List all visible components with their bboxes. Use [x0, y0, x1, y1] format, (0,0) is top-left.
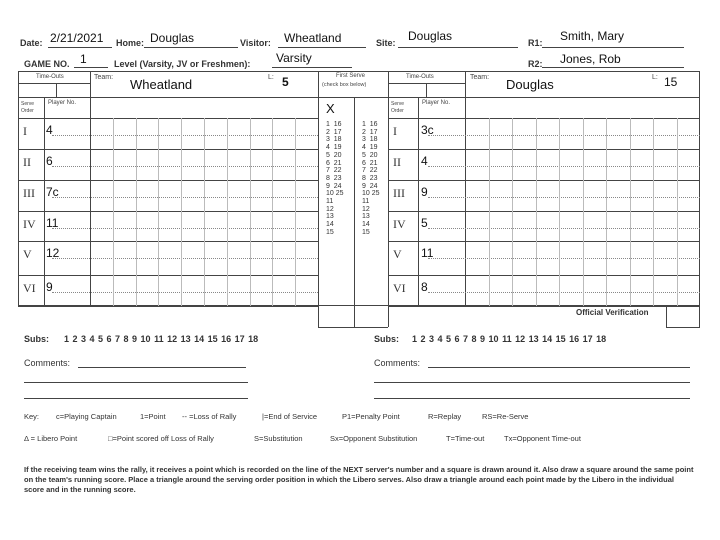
- left-serve-order-header: Serve Order: [21, 101, 35, 114]
- left-comments-line-3[interactable]: [24, 398, 248, 399]
- left-timeouts-label: Time-Outs: [36, 74, 64, 80]
- site-label: Site:: [376, 38, 396, 48]
- visitor-label: Visitor:: [240, 38, 271, 48]
- key-item: Tx=Opponent Time-out: [504, 434, 581, 443]
- right-subs-numbers[interactable]: 1 2 3 4 5 6 7 8 9 10 11 12 13 14 15 16 17 18: [412, 334, 607, 344]
- first-serve-right-checkbox[interactable]: [354, 97, 388, 118]
- right-serve-order: IV: [393, 217, 406, 231]
- key-item: R=Replay: [428, 412, 462, 421]
- left-score-column[interactable]: [250, 118, 251, 306]
- right-score-column[interactable]: [583, 118, 584, 306]
- left-serve-order: VI: [23, 281, 36, 295]
- key-item: 1=Point: [140, 412, 166, 421]
- left-team-name[interactable]: Wheatland: [130, 77, 193, 92]
- left-serve-order: III: [23, 186, 35, 200]
- left-player-number[interactable]: 4: [46, 123, 53, 137]
- first-serve-left-checkbox[interactable]: X: [326, 101, 335, 116]
- left-score-column[interactable]: [227, 118, 228, 306]
- running-score-right[interactable]: 1 16 2 17 3 18 4 19 5 20 6 21 7 22 8 23 9 24 10 25 11 12 13 14 15: [362, 121, 380, 236]
- left-score-column[interactable]: [158, 118, 159, 306]
- right-timeouts-label: Time-Outs: [406, 74, 434, 80]
- right-team-label: Team:: [470, 74, 490, 81]
- key-item: |=End of Service: [262, 412, 318, 421]
- right-player-number[interactable]: 3c: [421, 123, 434, 137]
- visitor-field[interactable]: Wheatland: [284, 31, 342, 45]
- left-comments-label: Comments:: [24, 358, 71, 368]
- game-label: GAME NO.: [24, 59, 70, 69]
- date-label: Date:: [20, 38, 43, 48]
- right-libero-label: L:: [652, 74, 658, 81]
- r2-field[interactable]: Jones, Rob: [560, 52, 621, 66]
- right-score-column[interactable]: [512, 118, 513, 306]
- left-score-column[interactable]: [136, 118, 137, 306]
- date-field[interactable]: 2/21/2021: [50, 31, 104, 45]
- home-field[interactable]: Douglas: [150, 31, 195, 45]
- left-player-number[interactable]: 9: [46, 280, 53, 294]
- r1-label: R1:: [528, 38, 543, 48]
- right-score-column[interactable]: [630, 118, 631, 306]
- right-subs-label: Subs:: [374, 334, 400, 344]
- right-comments-line-1[interactable]: [428, 367, 690, 368]
- key-libero-point: Δ = Libero Point: [24, 434, 78, 443]
- right-score-column[interactable]: [559, 118, 560, 306]
- r1-field[interactable]: Smith, Mary: [560, 29, 625, 43]
- official-verification-box[interactable]: [666, 306, 700, 328]
- right-score-column[interactable]: [606, 118, 607, 306]
- left-timeout-2[interactable]: [56, 83, 90, 97]
- left-score-column[interactable]: [272, 118, 273, 306]
- left-score-column[interactable]: [204, 118, 205, 306]
- official-verification-label: Official Verification: [576, 308, 649, 317]
- r2-label: R2:: [528, 59, 543, 69]
- level-field[interactable]: Varsity: [276, 51, 312, 65]
- right-serve-order-header: Serve Order: [391, 101, 405, 114]
- home-label: Home:: [116, 38, 145, 48]
- left-subs-numbers[interactable]: 1 2 3 4 5 6 7 8 9 10 11 12 13 14 15 16 17 18: [64, 334, 259, 344]
- first-serve-label: First Serve: [336, 73, 366, 79]
- key-title: Key:: [24, 412, 40, 421]
- left-score-column[interactable]: [295, 118, 296, 306]
- right-score-column[interactable]: [653, 118, 654, 306]
- right-player-number[interactable]: 5: [421, 216, 428, 230]
- right-serve-order: VI: [393, 281, 406, 295]
- left-libero-label: L:: [268, 74, 274, 81]
- right-serve-order: I: [393, 124, 397, 138]
- left-player-no-header: Player No.: [48, 100, 77, 106]
- left-subs-label: Subs:: [24, 334, 50, 344]
- right-score-column[interactable]: [677, 118, 678, 306]
- left-serve-order: V: [23, 247, 32, 261]
- left-player-number[interactable]: 7c: [46, 185, 59, 199]
- left-score-column[interactable]: [113, 118, 114, 306]
- left-comments-line-1[interactable]: [78, 367, 246, 368]
- key-item: S=Substitution: [254, 434, 303, 443]
- key-item: P1=Penalty Point: [342, 412, 400, 421]
- site-field[interactable]: Douglas: [408, 29, 453, 43]
- right-serve-order: V: [393, 247, 402, 261]
- key-item: T=Time-out: [446, 434, 485, 443]
- right-player-no-header: Player No.: [422, 100, 451, 106]
- key-item: RS=Re-Serve: [482, 412, 529, 421]
- left-serve-order: IV: [23, 217, 36, 231]
- check-box-label: (check box below): [322, 82, 367, 88]
- left-comments-line-2[interactable]: [24, 382, 248, 383]
- right-serve-order: II: [393, 155, 401, 169]
- right-score-column[interactable]: [536, 118, 537, 306]
- key-item: -- =Loss of Rally: [182, 412, 237, 421]
- key-item: □=Point scored off Loss of Rally: [108, 434, 214, 443]
- left-libero-number[interactable]: 5: [282, 75, 289, 89]
- running-score-left[interactable]: 1 16 2 17 3 18 4 19 5 20 6 21 7 22 8 23 9 24 10 25 11 12 13 14 15: [326, 121, 344, 236]
- right-team-name[interactable]: Douglas: [506, 77, 554, 92]
- left-player-number[interactable]: 11: [46, 216, 59, 230]
- left-player-number[interactable]: 12: [46, 246, 60, 260]
- left-score-column[interactable]: [181, 118, 182, 306]
- right-comments-label: Comments:: [374, 358, 421, 368]
- right-player-number[interactable]: 9: [421, 185, 428, 199]
- right-comments-line-2[interactable]: [374, 382, 690, 383]
- left-timeout-1[interactable]: [18, 83, 56, 97]
- right-score-column[interactable]: [489, 118, 490, 306]
- right-player-number[interactable]: 8: [421, 280, 428, 294]
- right-comments-line-3[interactable]: [374, 398, 690, 399]
- right-libero-number[interactable]: 15: [664, 75, 678, 89]
- left-serve-order: I: [23, 124, 27, 138]
- right-player-number[interactable]: 4: [421, 154, 428, 168]
- game-field[interactable]: 1: [80, 52, 87, 66]
- left-team-label: Team:: [94, 74, 114, 81]
- right-player-number[interactable]: 11: [421, 246, 434, 260]
- instructions-text: If the receiving team wins the rally, it receives a point which is recorded on the line of the NEXT server's number and a square is drawn around it. Also draw a square around the same point on the team's running score. Place a triangle around the serving order position in which the Libero serves. Also draw a triangle around each point made by the Libero in the individual score and in the running score.: [24, 465, 694, 494]
- left-player-number[interactable]: 6: [46, 154, 53, 168]
- key-item: Sx=Opponent Substitution: [330, 434, 418, 443]
- left-serve-order: II: [23, 155, 31, 169]
- key-item: c=Playing Captain: [56, 412, 117, 421]
- level-label: Level (Varsity, JV or Freshmen):: [114, 59, 251, 69]
- right-serve-order: III: [393, 186, 405, 200]
